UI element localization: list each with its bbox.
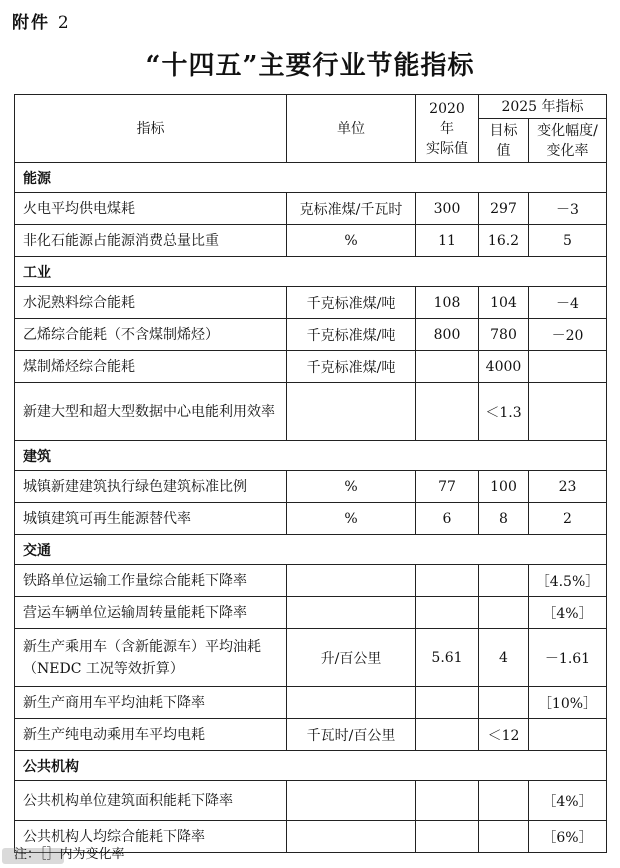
indicator-cell: 非化石能源占能源消费总量比重: [15, 225, 287, 257]
change-cell: －3: [529, 193, 607, 225]
table-row: [15, 193, 607, 225]
unit-cell: [287, 383, 416, 441]
target-cell: [479, 781, 529, 821]
table-row: [15, 565, 607, 597]
target-cell: [479, 821, 529, 853]
table-row: [15, 597, 607, 629]
change-cell: [529, 351, 607, 383]
section-row: [15, 535, 607, 565]
unit-cell: %: [287, 503, 416, 535]
change-cell: ［6%］: [529, 821, 607, 853]
section-title: 交通: [15, 535, 607, 565]
section-row: [15, 163, 607, 193]
unit-cell: [287, 781, 416, 821]
section-title: 工业: [15, 257, 607, 287]
section-title: 建筑: [15, 441, 607, 471]
actual-2020-cell: [416, 781, 479, 821]
section-title: 公共机构: [15, 751, 607, 781]
unit-cell: 千克标准煤/吨: [287, 287, 416, 319]
unit-cell: 克标准煤/千瓦时: [287, 193, 416, 225]
unit-cell: [287, 565, 416, 597]
target-cell: 4: [479, 629, 529, 687]
actual-2020-cell: 300: [416, 193, 479, 225]
table-row: [15, 781, 607, 821]
footnote: 注：［］内为变化率: [14, 847, 125, 862]
indicator-cell: 城镇建筑可再生能源替代率: [15, 503, 287, 535]
change-cell: ［10%］: [529, 687, 607, 719]
header-change: 变化幅度/ 变化率: [529, 119, 607, 163]
page-title: “十四五”主要行业节能指标: [145, 51, 475, 81]
indicator-cell: 公共机构人均综合能耗下降率: [15, 821, 287, 853]
table-row: [15, 687, 607, 719]
actual-2020-cell: [416, 351, 479, 383]
change-cell: －20: [529, 319, 607, 351]
unit-cell: 千克标准煤/吨: [287, 319, 416, 351]
actual-2020-cell: [416, 719, 479, 751]
actual-2020-cell: 77: [416, 471, 479, 503]
section-title: 能源: [15, 163, 607, 193]
actual-2020-cell: 800: [416, 319, 479, 351]
target-cell: 297: [479, 193, 529, 225]
change-cell: 2: [529, 503, 607, 535]
target-cell: [479, 687, 529, 719]
table-row: [15, 287, 607, 319]
unit-cell: %: [287, 471, 416, 503]
header-indicator: 指标: [15, 95, 287, 163]
indicator-cell: 公共机构单位建筑面积能耗下降率: [15, 781, 287, 821]
attachment-number: 2: [57, 13, 71, 33]
indicator-cell: 新生产乘用车（含新能源车）平均油耗（NEDC 工况等效折算）: [15, 629, 287, 687]
section-row: [15, 751, 607, 781]
actual-2020-cell: 108: [416, 287, 479, 319]
target-cell: 104: [479, 287, 529, 319]
indicator-cell: 新生产纯电动乘用车平均电耗: [15, 719, 287, 751]
unit-cell: [287, 821, 416, 853]
unit-cell: 千克标准煤/吨: [287, 351, 416, 383]
actual-2020-cell: [416, 821, 479, 853]
actual-2020-cell: 11: [416, 225, 479, 257]
header-actual-2020: 2020 年 实际值: [416, 95, 479, 163]
target-cell: 8: [479, 503, 529, 535]
table-body: [15, 163, 607, 853]
target-cell: 780: [479, 319, 529, 351]
change-cell: 23: [529, 471, 607, 503]
section-row: [15, 441, 607, 471]
target-cell: [479, 597, 529, 629]
attachment-label: [12, 8, 71, 33]
unit-cell: %: [287, 225, 416, 257]
table-row: [15, 225, 607, 257]
table-row: [15, 719, 607, 751]
target-cell: 4000: [479, 351, 529, 383]
unit-cell: [287, 687, 416, 719]
header-target-2025: 2025 年指标: [479, 95, 607, 119]
indicator-cell: 铁路单位运输工作量综合能耗下降率: [15, 565, 287, 597]
unit-cell: 升/百公里: [287, 629, 416, 687]
table-row: [15, 319, 607, 351]
header-target-value: 目标值: [479, 119, 529, 163]
table-row: [15, 629, 607, 687]
target-cell: 100: [479, 471, 529, 503]
target-cell: [479, 565, 529, 597]
target-cell: 16.2: [479, 225, 529, 257]
header-unit: 单位: [287, 95, 416, 163]
target-cell: ＜1.3: [479, 383, 529, 441]
table-row: [15, 503, 607, 535]
actual-2020-cell: [416, 597, 479, 629]
actual-2020-cell: [416, 687, 479, 719]
table-row: [15, 383, 607, 441]
actual-2020-cell: [416, 565, 479, 597]
change-cell: －4: [529, 287, 607, 319]
change-cell: [529, 719, 607, 751]
attachment-word: 附件: [12, 13, 50, 33]
indicator-cell: 火电平均供电煤耗: [15, 193, 287, 225]
change-cell: －1.61: [529, 629, 607, 687]
indicator-cell: 营运车辆单位运输周转量能耗下降率: [15, 597, 287, 629]
actual-2020-cell: [416, 383, 479, 441]
change-cell: [529, 383, 607, 441]
indicator-table: [14, 94, 607, 853]
indicator-cell: 煤制烯烃综合能耗: [15, 351, 287, 383]
actual-2020-cell: 6: [416, 503, 479, 535]
indicator-cell: 城镇新建建筑执行绿色建筑标准比例: [15, 471, 287, 503]
table-row: [15, 471, 607, 503]
change-cell: 5: [529, 225, 607, 257]
indicator-cell: 新生产商用车平均油耗下降率: [15, 687, 287, 719]
actual-2020-cell: 5.61: [416, 629, 479, 687]
unit-cell: [287, 597, 416, 629]
change-cell: ［4%］: [529, 597, 607, 629]
section-row: [15, 257, 607, 287]
indicator-cell: 乙烯综合能耗（不含煤制烯烃）: [15, 319, 287, 351]
change-cell: ［4.5%］: [529, 565, 607, 597]
target-cell: ＜12: [479, 719, 529, 751]
change-cell: ［4%］: [529, 781, 607, 821]
indicator-cell: 水泥熟料综合能耗: [15, 287, 287, 319]
unit-cell: 千瓦时/百公里: [287, 719, 416, 751]
table-row: [15, 351, 607, 383]
indicator-cell: 新建大型和超大型数据中心电能利用效率: [15, 383, 287, 441]
